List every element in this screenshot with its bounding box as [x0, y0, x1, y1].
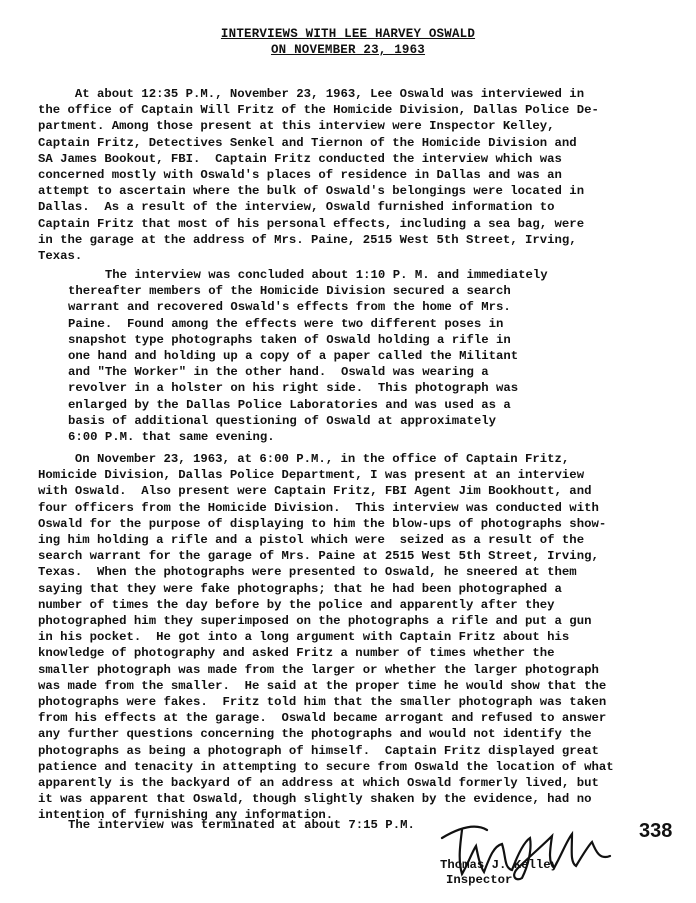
text-line: ing him holding a rifle and a pistol which were seized as a result of the: [38, 533, 585, 548]
text-line: The interview was concluded about 1:10 P. M. and immediately: [68, 268, 548, 282]
text-line: it was apparent that Oswald, though slightly shaken by the evidence, had no: [38, 792, 592, 807]
text-line: thereafter members of the Homicide Division secured a search: [68, 284, 511, 299]
text-line: in his pocket. He got into a long argument with Captain Fritz about his: [38, 630, 570, 645]
text-line: from his effects at the garage. Oswald became arrogant and refused to answer: [38, 711, 607, 726]
paragraph-3: [38, 451, 614, 824]
text-line: search warrant for the garage of Mrs. Paine at 2515 West 5th Street, Irving,: [38, 549, 599, 564]
text-line: SA James Bookout, FBI. Captain Fritz conducted the interview which was: [38, 151, 562, 166]
closing-line: The interview was terminated at about 7:15 P.M.: [68, 818, 415, 832]
text-line: photographs as being a photograph of himself. Captain Fritz displayed great: [38, 743, 599, 758]
text-line: 6:00 P.M. that same evening.: [68, 430, 275, 445]
text-line: Texas. When the photographs were presented to Oswald, he sneered at them: [38, 565, 577, 580]
text-line: was made from the smaller. He said at the proper time he would show that the: [38, 678, 607, 693]
text-line: smaller photograph was made from the larger or whether the larger photograph: [38, 662, 599, 677]
text-line: snapshot type photographs taken of Oswald holding a rifle in: [68, 332, 511, 347]
text-line: concerned mostly with Oswald's places of residence in Dallas and was an: [38, 168, 562, 183]
text-line: intention of furnishing any information.: [38, 808, 334, 823]
signer-title: Inspector: [446, 873, 513, 887]
text-line: patience and tenacity in attempting to secure from Oswald the location of what: [38, 759, 614, 774]
signer-name: Thomas J. Kelley: [440, 858, 559, 872]
text-line: four officers from the Homicide Division. This interview was conducted with: [38, 500, 599, 515]
text-line: Captain Fritz that most of his personal effects, including a sea bag, were: [38, 216, 585, 231]
text-line: and "The Worker" in the other hand. Oswald was wearing a: [68, 365, 489, 380]
text-line: with Oswald. Also present were Captain Fritz, FBI Agent Jim Bookhoutt, and: [38, 484, 592, 499]
text-line: attempt to ascertain where the bulk of Oswald's belongings were located in: [38, 184, 585, 199]
text-line: saying that they were fake photographs; that he had been photographed a: [38, 581, 562, 596]
text-line: the office of Captain Will Fritz of the Homicide Division, Dallas Police De-: [38, 103, 599, 118]
text-line: revolver in a holster on his right side. This photograph was: [68, 381, 519, 396]
text-line: number of times the day before by the police and apparently after they: [38, 597, 555, 612]
text-line: Dallas. As a result of the interview, Oswald furnished information to: [38, 200, 555, 215]
text-line: partment. Among those present at this interview were Inspector Kelley,: [38, 119, 555, 134]
document-subtitle: ON NOVEMBER 23, 1963: [270, 43, 426, 57]
document-title: INTERVIEWS WITH LEE HARVEY OSWALD: [220, 27, 476, 41]
text-line: Homicide Division, Dallas Police Department, I was present at an interview: [38, 468, 585, 483]
text-line: any further questions concerning the photographs and would not identify the: [38, 727, 592, 742]
page-number: 338: [639, 820, 673, 842]
text-line: enlarged by the Dallas Police Laboratories and was used as a: [68, 397, 511, 412]
text-line: Captain Fritz, Detectives Senkel and Tiernon of the Homicide Division and: [38, 135, 577, 150]
text-line: basis of additional questioning of Oswald at approximately: [68, 413, 497, 428]
text-line: Paine. Found among the effects were two different poses in: [68, 316, 504, 331]
text-line: At about 12:35 P.M., November 23, 1963, Lee Oswald was interviewed in: [38, 87, 585, 101]
text-line: one hand and holding up a copy of a paper called the Militant: [68, 349, 519, 364]
text-line: Texas.: [38, 249, 83, 264]
text-line: in the garage at the address of Mrs. Paine, 2515 West 5th Street, Irving,: [38, 232, 577, 247]
text-line: photographed him they superimposed on the photographs a rifle and put a gun: [38, 614, 592, 629]
paragraph-2: [68, 267, 548, 445]
text-line: apparently is the backyard of an address at which Oswald formerly lived, but: [38, 776, 599, 791]
paragraph-1: [38, 86, 599, 264]
text-line: photographs were fakes. Fritz told him that the smaller photograph was taken: [38, 695, 607, 710]
text-line: warrant and recovered Oswald's effects from the home of Mrs.: [68, 300, 511, 315]
text-line: Oswald for the purpose of displaying to him the blow-ups of photographs show-: [38, 516, 607, 531]
text-line: On November 23, 1963, at 6:00 P.M., in the office of Captain Fritz,: [38, 452, 570, 466]
text-line: knowledge of photography and asked Fritz a number of times whether the: [38, 646, 555, 661]
